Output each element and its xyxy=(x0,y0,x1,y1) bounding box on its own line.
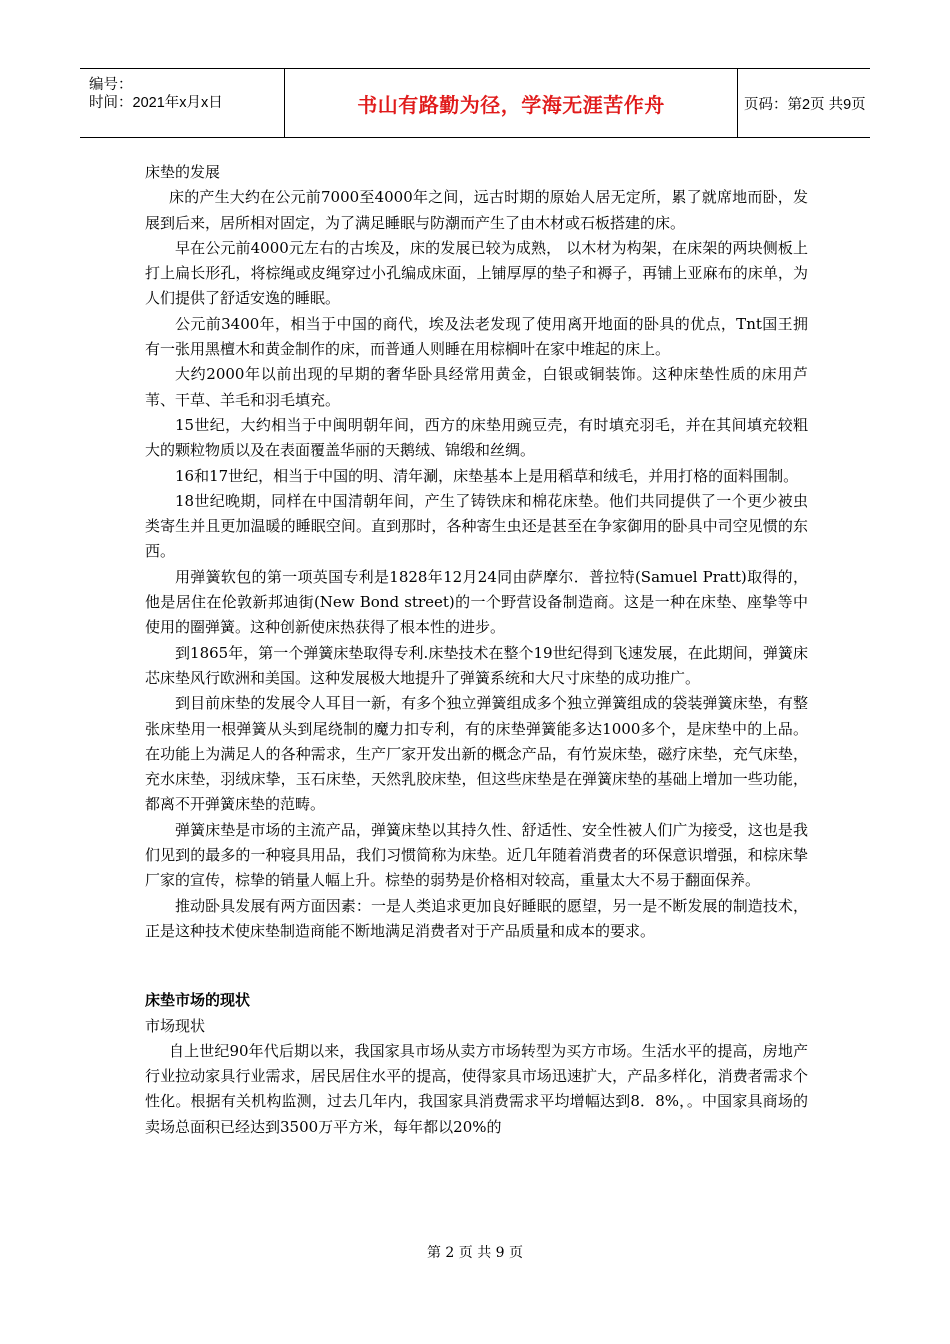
page-header xyxy=(80,68,870,138)
page-footer: 第 2 页 共 9 页 xyxy=(426,1245,524,1261)
paragraph: 早在公元前4000元左右的古埃及，床的发展已较为成熟， 以木材为构架，在床架的两块侧板上打上扁长形孔，将棕绳或皮绳穿过小孔编成床面，上铺厚厚的垫子和褥子，再铺上亚麻布的床单，为人们提供了舒适安逸的睡眠。 xyxy=(145,238,808,308)
section-heading: 床垫市场的现状 xyxy=(145,991,251,1010)
paragraph: 15世纪，大约相当于中闽明朝年间，西方的床垫用豌豆壳，有时填充羽毛，并在其间填充较粗大的颗粒物质以及在表面覆盖华丽的天鹅绒、锦缎和丝绸。 xyxy=(145,415,808,460)
header-page-cell xyxy=(738,69,870,137)
section-title: 床垫的发展 xyxy=(145,163,221,181)
paragraph: 16和17世纪，相当于中国的明、清年涮，床垫基本上是用稻草和绒毛，并用打格的面料围制。 xyxy=(175,466,799,485)
paragraph: 到1865年，第一个弹簧床垫取得专利.床垫技术在整个19世纪得到飞速发展，在此期间，弹簧床芯床垫风行欧洲和美国。这种发展极大地提升了弹簧系统和大尺寸床垫的成功推广。 xyxy=(145,643,808,687)
paragraph: 用弹簧软包的第一项英国专利是1828年12月24同由萨摩尔．普拉特(Samuel Pratt)取得的，他是居住在伦敦新邦迪街(New Bond street)的一个野营设备制造商。这是一种在床垫、座挚等中使用的圈弹簧。这种创新使床热获得了根本性的进步。 xyxy=(145,567,808,637)
header-motto-cell xyxy=(284,69,738,137)
document-date-label: 时间：2021年x月x日 xyxy=(89,95,223,111)
paragraph: 公元前3400年，相当于中国的商代，埃及法老发现了使用离开地面的卧具的优点，Tnt国王拥有一张用黑檀木和黄金制作的床，而普通人则睡在用棕榈叶在家中堆起的床上。 xyxy=(145,314,808,359)
header-info-cell xyxy=(80,69,284,137)
section-gap xyxy=(145,944,808,988)
header-page-label: 页码：第2页 共9页 xyxy=(744,96,866,113)
subsection-title: 市场现状 xyxy=(145,1016,206,1035)
paragraph: 大约2000年以前出现的早期的奢华卧具经常用黄金，白银或铜装饰。这种床垫性质的床用芦苇、干草、羊毛和羽毛填充。 xyxy=(145,365,808,409)
paragraph: 推动卧具发展有两方面因素：一是人类追求更加良好睡眠的愿望，另一是不断发展的制造技术，正是这种技术使床垫制造商能不断地满足消费者对于产品质量和成本的要求。 xyxy=(145,896,808,940)
paragraph: 床的产生大约在公元前7000至4000年之间，远古时期的原始人居无定所，累了就席地而卧，发展到后来，居所相对固定，为了满足睡眠与防潮而产生了由木材或石板搭建的床。 xyxy=(145,188,808,232)
header-motto: 书山有路勤为径，学海无涯苦作舟 xyxy=(357,92,665,117)
paragraph: 自上世纪90年代后期以来，我国家具市场从卖方市场转型为买方市场。生活水平的提高，房地产行业拉动家具行业需求，居民居住水平的提高，使得家具市场迅速扩大，产品多样化，消费者需求个性化。根据有关机构监测，过去几年内，我国家具消费需求平均增幅达到8．8%，。中国家具商场的卖场总面积已经达到3500万平方米，每年都以20%的 xyxy=(145,1041,808,1136)
paragraph: 到目前床垫的发展令人耳目一新，有多个独立弹簧组成多个独立弹簧组成的袋装弹簧床垫，有整张床垫用一根弹簧从头到尾绕制的魔力扣专利，有的床垫弹簧能多达1000多个，是床垫中的上品。在功能上为满足人的各种需求，生产厂家开发出新的概念产品，有竹炭床垫，磁疗床垫，充气床垫，充水床垫，羽绒床挚，玉石床垫，天然乳胶床垫，但这些床垫是在弹簧床垫的基础上增加一些功能，都离不开弹簧床垫的范畴。 xyxy=(145,694,808,814)
document-number-label: 编号： xyxy=(89,77,133,93)
document-body xyxy=(145,160,808,1140)
paragraph: 18世纪晚期，同样在中国清朝年间，产生了铸铁床和棉花床垫。他们共同提供了一个更少被虫类寄生并且更加温暖的睡眠空间。直到那时，各种寄生虫还是甚至在争家御用的卧具中司空见惯的东西。 xyxy=(145,491,808,561)
paragraph: 弹簧床垫是市场的主流产品，弹簧床垫以其持久性、舒适性、安全性被人们广为接受，这也是我们见到的最多的一种寝具用品，我们习惯简称为床垫。近几年随着消费者的环保意识增强，和棕床挚厂家的宣传，棕挚的销量人幅上升。棕垫的弱势是价格相对较高，重量太大不易于翻面保养。 xyxy=(145,820,808,890)
